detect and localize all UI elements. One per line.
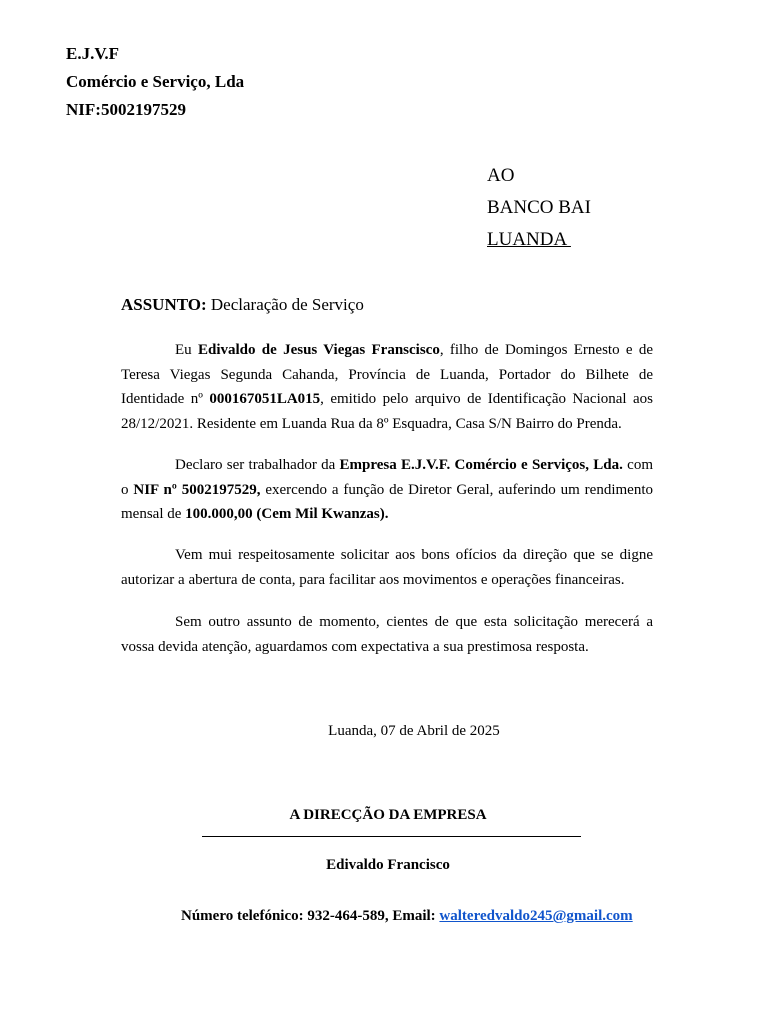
sender-company-name: Comércio e Serviço, Lda: [66, 72, 245, 91]
employer-name: Empresa E.J.V.F. Comércio e Serviços, Lda.: [339, 457, 623, 473]
subject-text: Declaração de Serviço: [206, 295, 364, 314]
paragraph-employment: [121, 453, 657, 527]
subject-line: [121, 293, 364, 317]
p3-text: Vem mui respeitosamente solicitar aos bons ofícios da direção que se digne autorizar a abertura de conta, para facilitar aos movimentos e operações financeiras.: [121, 547, 653, 588]
p2-text-3: exercendo a função de Diretor Geral, auferindo um rendimento mensal de: [121, 481, 653, 522]
sender-nif: NIF:5002197529: [66, 100, 186, 119]
email-link[interactable]: walteredvaldo245@gmail.com: [439, 908, 633, 924]
sender-company-short: E.J.V.F: [66, 44, 120, 63]
p4-text: Sem outro assunto de momento, cientes de que esta solicitação merecerá a vossa devida atenção, aguardamos com expectativa a sua prestimosa resposta.: [121, 614, 653, 655]
monthly-salary: 100.000,00 (Cem Mil Kwanzas).: [185, 506, 389, 522]
letter-date: Luanda, 07 de Abril de 2025: [328, 723, 500, 739]
id-number: 000167051LA015: [209, 391, 321, 407]
contact-label: Número telefónico: 932-464-589, Email:: [181, 908, 440, 924]
recipient-block: [487, 160, 591, 256]
recipient-line-ao: AO: [487, 165, 515, 186]
recipient-bank: BANCO BAI: [487, 197, 591, 218]
paragraph-identity: [121, 338, 653, 436]
p2-text-2: com o: [121, 457, 657, 498]
signature-line: [202, 836, 581, 837]
p1-text-1: Eu: [175, 342, 198, 358]
signature-title: A DIRECÇÃO DA EMPRESA: [289, 807, 487, 823]
contact-line: [181, 905, 633, 927]
sender-block: [66, 40, 244, 124]
employer-nif: NIF nº 5002197529,: [133, 481, 261, 498]
recipient-city: [487, 224, 591, 256]
p1-text-3: , emitido pelo arquivo de Identificação Nacional aos 28/12/2021. Residente em Luanda Rua da 8º Esquadra, Casa S/N Bairro do Prenda.: [121, 391, 653, 432]
recipient-city-text: LUANDA: [487, 229, 571, 250]
paragraph-request: [121, 543, 653, 592]
signature-name: Edivaldo Francisco: [326, 857, 450, 873]
declarant-name: Edivaldo de Jesus Viegas Franscisco: [197, 342, 440, 358]
p1-text-2: , filho de Domingos Ernesto e de Teresa Viegas Segunda Cahanda, Província de Luanda, Portador do Bilhete de Identidade nº: [121, 342, 653, 407]
subject-label: ASSUNTO:: [121, 295, 207, 314]
paragraph-closing: [121, 610, 653, 659]
p2-text-1: Declaro ser trabalhador da: [175, 457, 340, 473]
